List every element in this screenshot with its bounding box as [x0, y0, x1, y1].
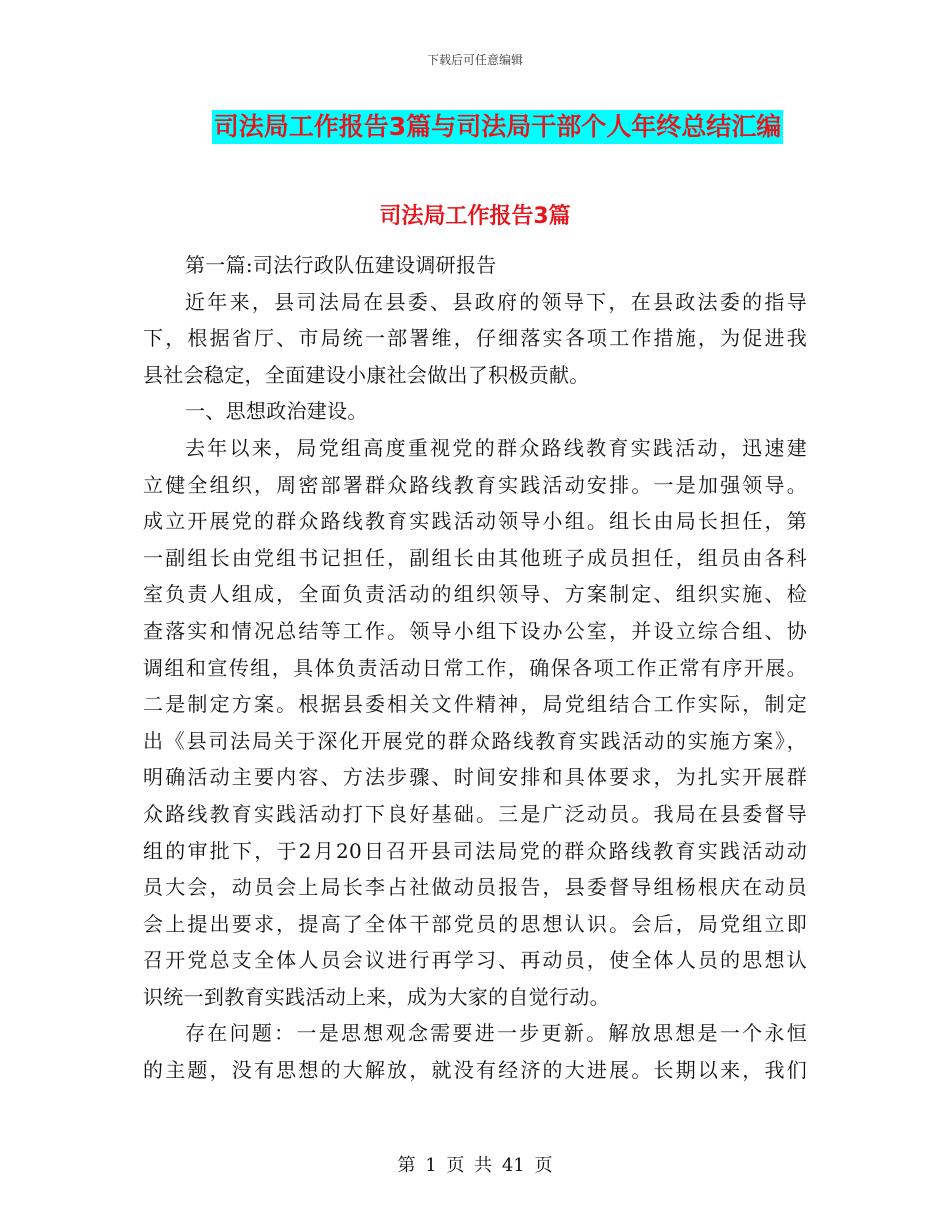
text-line: 室负责人组成，全面负责活动的组织领导、方案制定、组织实施、检	[143, 582, 807, 607]
document-body	[143, 247, 807, 1089]
sub-title: 司法局工作报告3篇	[379, 204, 571, 229]
text-line: 一、思想政治建设。	[185, 399, 368, 424]
text-line: 县社会稳定，全面建设小康社会做出了积极贡献。	[143, 362, 590, 387]
text-line: 近年来，县司法局在县委、县政府的领导下，在县政法委的指导	[185, 289, 807, 314]
text-line: 员大会，动员会上局长李占社做动员报告，县委督导组杨根庆在动员	[143, 875, 807, 900]
main-title: 司法局工作报告3篇与司法局干部个人年终总结汇编	[212, 110, 783, 144]
text-line: 下，根据省厅、市局统一部署维，仔细落实各项工作措施，为促进我	[143, 326, 807, 351]
text-line: 众路线教育实践活动打下良好基础。三是广泛动员。我局在县委督导	[143, 801, 807, 826]
text-line: 召开党总支全体人员会议进行再学习、再动员，使全体人员的思想认	[143, 948, 807, 973]
text-line: 查落实和情况总结等工作。领导小组下设办公室，并设立综合组、协	[143, 618, 807, 643]
text-line: 存在问题：一是思想观念需要进一步更新。解放思想是一个永恒	[185, 1021, 807, 1046]
text-line: 第一篇:司法行政队伍建设调研报告	[185, 253, 497, 277]
text-line: 出《县司法局关于深化开展党的群众路线教育实践活动的实施方案》，	[143, 728, 807, 753]
text-line: 立健全组织，周密部署群众路线教育实践活动安排。一是加强领导。	[143, 472, 807, 497]
text-line: 的主题，没有思想的大解放，就没有经济的大进展。长期以来，我们	[143, 1058, 807, 1083]
main-title-container	[0, 110, 950, 144]
text-line: 识统一到教育实践活动上来，成为大家的自觉行动。	[143, 984, 610, 1009]
text-line: 二是制定方案。根据县委相关文件精神，局党组结合工作实际，制定	[143, 692, 807, 717]
text-line: 一副组长由党组书记担任，副组长由其他班子成员担任，组员由各科	[143, 545, 807, 570]
text-line: 成立开展党的群众路线教育实践活动领导小组。组长由局长担任，第	[143, 509, 807, 534]
page-header-note: 下载后可任意编辑	[426, 53, 523, 67]
text-line: 去年以来，局党组高度重视党的群众路线教育实践活动，迅速建	[185, 435, 807, 460]
text-line: 明确活动主要内容、方法步骤、时间安排和具体要求，为扎实开展群	[143, 765, 807, 790]
text-line: 调组和宣传组，具体负责活动日常工作，确保各项工作正常有序开展。	[143, 655, 807, 680]
page-footer: 第 1 页 共 41 页	[397, 1155, 553, 1176]
text-line: 组的审批下，于2月20日召开县司法局党的群众路线教育实践活动动	[143, 838, 807, 863]
text-line: 会上提出要求，提高了全体干部党员的思想认识。会后，局党组立即	[143, 911, 807, 936]
